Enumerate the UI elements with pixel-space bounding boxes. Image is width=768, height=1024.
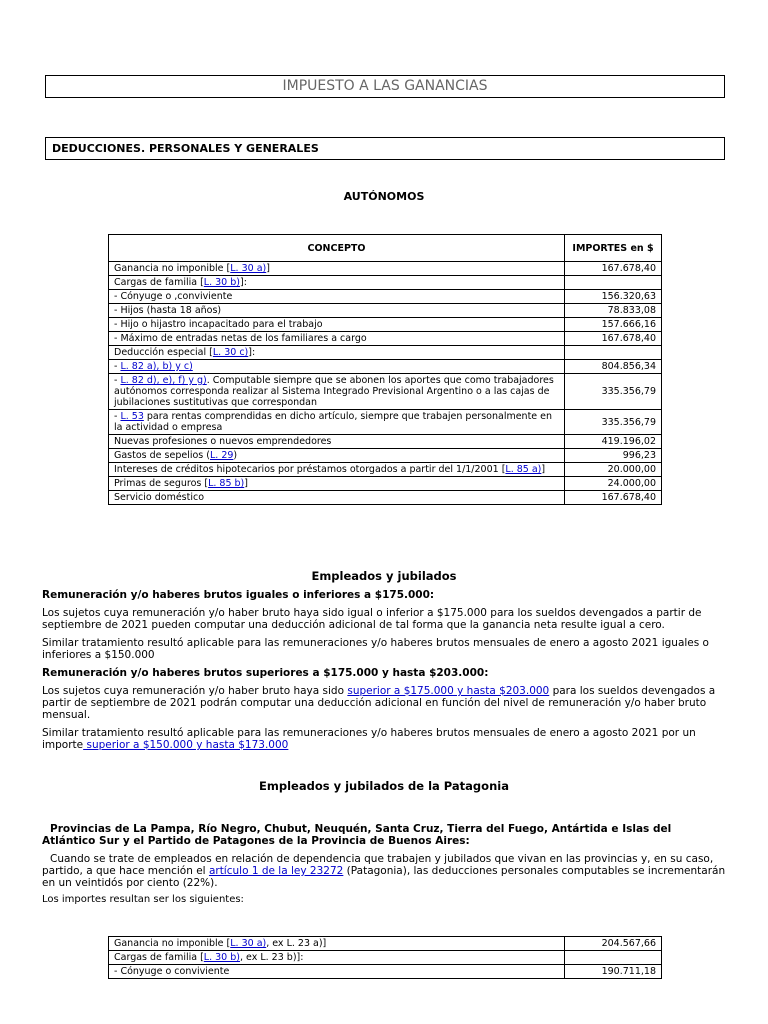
table-row — [109, 435, 662, 449]
law-reference-link[interactable]: L. 30 a) — [230, 263, 267, 274]
importe-cell: 204.567,66 — [565, 937, 662, 951]
concepto-text: Nuevas profesiones o nuevos emprendedores — [114, 436, 332, 447]
concepto-text-post: , ex L. 23 a)] — [266, 938, 327, 949]
table-row — [109, 463, 662, 477]
concepto-cell — [109, 410, 565, 435]
concepto-text: Gastos de sepelios ( — [114, 450, 210, 461]
empleados-heading: Empleados y jubilados — [311, 569, 457, 583]
concepto-cell — [109, 463, 565, 477]
table-row — [109, 477, 662, 491]
importe-cell: 24.000,00 — [565, 477, 662, 491]
concepto-text: - Hijos (hasta 18 años) — [114, 305, 222, 316]
concepto-cell — [109, 262, 565, 276]
law-reference-link[interactable]: L. 29 — [209, 450, 234, 461]
concepto-cell — [109, 965, 565, 979]
concepto-text: Intereses de créditos hipotecarios por préstamos otorgados a partir del 1/1/2001 [ — [114, 464, 506, 475]
concepto-text-post: ) — [233, 450, 238, 461]
concepto-text: Primas de seguros [ — [114, 478, 209, 489]
law-reference-link[interactable]: L. 30 b) — [203, 277, 240, 288]
concepto-cell — [109, 304, 565, 318]
concepto-text: - — [114, 361, 121, 372]
concepto-cell — [109, 449, 565, 463]
p3-text-pre: Los sujetos cuya remuneración y/o haber bruto haya sido — [42, 685, 348, 697]
concepto-text: Cargas de familia [ — [114, 952, 204, 963]
importe-cell: 78.833,08 — [565, 304, 662, 318]
concepto-cell — [109, 491, 565, 505]
law-reference-link[interactable]: L. 85 b) — [208, 478, 245, 489]
section-title-box — [45, 137, 725, 160]
concepto-text-post: para rentas comprendidas en dicho artículo, siempre que trabajen personalmente en la actividad o empresa — [114, 411, 553, 433]
importe-cell: 20.000,00 — [565, 463, 662, 477]
concepto-cell — [109, 290, 565, 304]
table-row — [109, 951, 662, 965]
concepto-text: - Hijo o hijastro incapacitado para el trabajo — [114, 319, 323, 330]
pat-p1-pre: Cuando se trate de empleados en relación de dependencia que trabajen y jubilados que vivan en las provincias y, en su caso, partido, a que hace mención el — [42, 853, 714, 877]
law-reference-link[interactable]: L. 82 a), b) y c) — [120, 361, 193, 372]
concepto-text: Ganancia no imponible [ — [114, 263, 231, 274]
concepto-text-post: ]: — [239, 277, 247, 288]
table-row — [109, 276, 662, 290]
table-row — [109, 937, 662, 951]
law-reference-link[interactable]: L. 82 d), e), f) y g) — [120, 375, 207, 386]
concepto-text: Servicio doméstico — [114, 492, 205, 503]
concepto-cell — [109, 477, 565, 491]
importe-cell — [565, 276, 662, 290]
importe-cell: 335.356,79 — [565, 410, 662, 435]
concepto-cell — [109, 276, 565, 290]
col-concepto-header: CONCEPTO — [109, 235, 565, 262]
concepto-text-post: ] — [244, 478, 248, 489]
concepto-cell — [109, 346, 565, 360]
law-reference-link[interactable]: L. 53 — [120, 411, 144, 422]
law-reference-link[interactable]: L. 30 a) — [230, 938, 267, 949]
empleados-paragraph-3 — [42, 685, 728, 721]
concepto-cell — [109, 937, 565, 951]
patagonia-heading: Empleados y jubilados de la Patagonia — [259, 779, 509, 793]
table-row — [109, 491, 662, 505]
importe-cell — [565, 346, 662, 360]
autonomos-heading: AUTÓNOMOS — [343, 190, 425, 203]
importe-cell: 157.666,16 — [565, 318, 662, 332]
empleados-subtitle-2: Remuneración y/o haberes brutos superiores a $175.000 y hasta $203.000: — [42, 667, 489, 679]
empleados-paragraph-4 — [42, 727, 728, 751]
page-title-box — [45, 75, 725, 98]
page-title: IMPUESTO A LAS GANANCIAS — [282, 78, 488, 94]
importe-cell: 167.678,40 — [565, 332, 662, 346]
table-row — [109, 332, 662, 346]
concepto-text-post: ] — [266, 263, 270, 274]
importe-cell: 167.678,40 — [565, 491, 662, 505]
concepto-text-post: . Computable siempre que se abonen los aportes que como trabajadores autónomos corresponda realizar al Sistema Integrado Previsional Argentino o a las cajas de jubilaciones sustitutivas que correspondan — [114, 375, 554, 408]
table-row — [109, 449, 662, 463]
table-row — [109, 318, 662, 332]
table-row — [109, 290, 662, 304]
empleados-paragraph-2: Similar tratamiento resultó aplicable para las remuneraciones y/o haberes brutos mensuales de enero a agosto 2021 iguales o inferiores a $150.000 — [42, 637, 709, 661]
concepto-cell — [109, 332, 565, 346]
p3-link[interactable]: superior a $175.000 y hasta $203.000 — [347, 685, 550, 697]
concepto-text: Ganancia no imponible [ — [114, 938, 231, 949]
concepto-text: - — [114, 411, 121, 422]
concepto-text-post: , ex L. 23 b)]: — [239, 952, 304, 963]
p4-text-pre: Similar tratamiento resultó aplicable para las remuneraciones y/o haberes brutos mensuales de enero a agosto 2021 por un importe — [42, 727, 696, 751]
law-reference-link[interactable]: L. 30 c) — [212, 347, 249, 358]
importe-cell: 996,23 — [565, 449, 662, 463]
importe-cell — [565, 951, 662, 965]
patagonia-table — [108, 936, 662, 979]
importe-cell: 156.320,63 — [565, 290, 662, 304]
concepto-text: Deducción especial [ — [114, 347, 213, 358]
section-title: DEDUCCIONES. PERSONALES Y GENERALES — [52, 142, 319, 155]
empleados-paragraph-1: Los sujetos cuya remuneración y/o haber bruto haya sido igual o inferior a $175.000 para los sueldos devengados a partir de septiembre de 2021 pueden computar una deducción adicional de tal forma que la ganancia neta resulte igual a cero. — [42, 607, 702, 631]
concepto-text: - Cónyuge o conviviente — [114, 966, 230, 977]
law-reference-link[interactable]: L. 85 a) — [505, 464, 542, 475]
importe-cell: 804.856,34 — [565, 360, 662, 374]
concepto-cell — [109, 360, 565, 374]
patagonia-paragraph-2: Los importes resultan ser los siguientes: — [42, 894, 244, 905]
concepto-text-post: ]: — [248, 347, 256, 358]
table-row — [109, 410, 662, 435]
concepto-cell — [109, 435, 565, 449]
col-importes-header: IMPORTES en $ — [565, 235, 662, 262]
patagonia-paragraph-1 — [42, 853, 728, 889]
law-reference-link[interactable]: L. 30 b) — [203, 952, 240, 963]
table-row — [109, 304, 662, 318]
table-row — [109, 346, 662, 360]
empleados-subtitle-1: Remuneración y/o haberes brutos iguales o inferiores a $175.000: — [42, 589, 435, 601]
table-row — [109, 262, 662, 276]
p4-link[interactable]: superior a $150.000 y hasta $173.000 — [83, 739, 289, 751]
table-row — [109, 360, 662, 374]
concepto-text: - — [114, 375, 121, 386]
concepto-cell — [109, 318, 565, 332]
concepto-text: - Máximo de entradas netas de los familiares a cargo — [114, 333, 367, 344]
p3-text-post: para los sueldos devengados a partir de septiembre de 2021 podrán computar una deducción adicional en función del nivel de remuneración y/o haber bruto mensual. — [42, 685, 716, 721]
table-row — [109, 374, 662, 410]
concepto-text: - Cónyuge o ,conviviente — [114, 291, 233, 302]
importe-cell: 167.678,40 — [565, 262, 662, 276]
pat-p1-post: (Patagonia), las deducciones personales computables se incrementarán en un veintidós por ciento (22%). — [42, 865, 726, 889]
concepto-text: Cargas de familia [ — [114, 277, 204, 288]
autonomos-table — [108, 234, 662, 505]
concepto-cell — [109, 951, 565, 965]
ley-23272-link[interactable]: artículo 1 de la ley 23272 — [208, 865, 344, 877]
table-row — [109, 965, 662, 979]
importe-cell: 335.356,79 — [565, 374, 662, 410]
importe-cell: 419.196,02 — [565, 435, 662, 449]
concepto-text-post: ] — [541, 464, 546, 475]
concepto-cell — [109, 374, 565, 410]
patagonia-provincias: Provincias de La Pampa, Río Negro, Chubut, Neuquén, Santa Cruz, Tierra del Fuego, Antártida e Islas del Atlántico Sur y el Partido de Patagones de la Provincia de Buenos Aires: — [42, 823, 672, 847]
importe-cell: 190.711,18 — [565, 965, 662, 979]
